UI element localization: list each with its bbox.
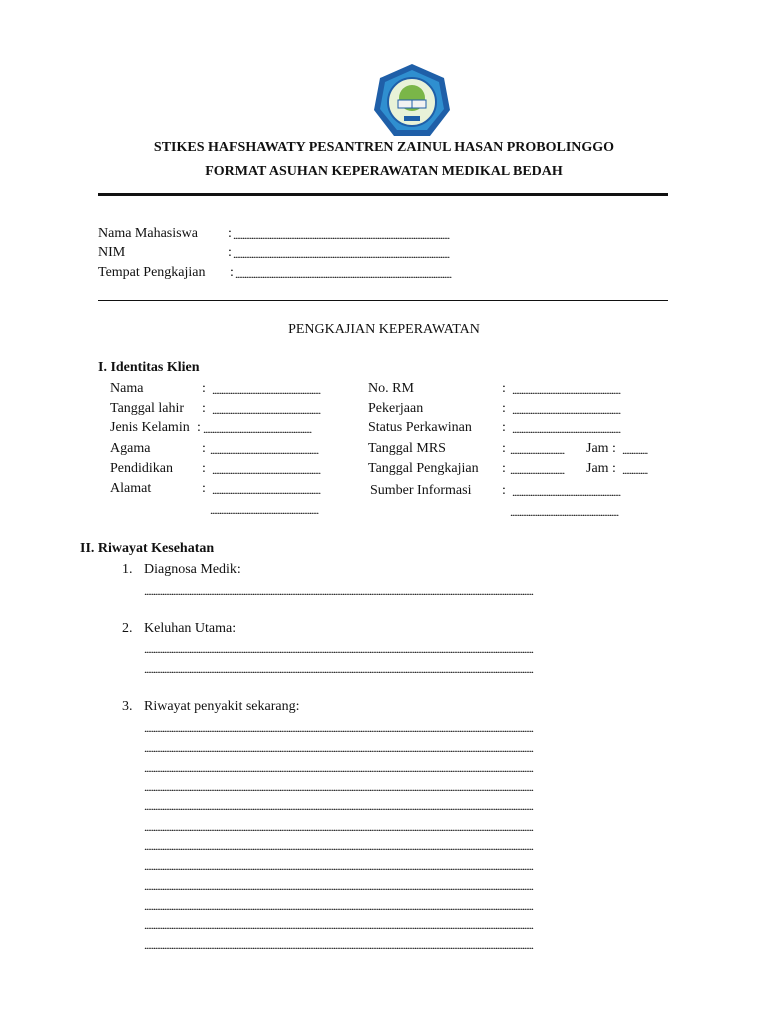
colon: : [202,381,206,396]
colon: : [228,245,232,260]
header-divider [98,193,668,196]
keluhan-utama-label: Keluhan Utama: [144,621,237,636]
riwayat-penyakit-field-line5[interactable]: ........................................................................................................................................................................................................................ [144,799,533,813]
diagnosa-medik-label: Diagnosa Medik: [144,562,241,577]
tanggal-mrs-field[interactable]: .............................. [510,443,565,457]
field-label-sumber-informasi: Sumber Informasi [370,483,472,498]
field-label-status-perkawinan: Status Perkawinan [368,420,472,435]
alamat-field[interactable]: ............................................................ [212,483,321,497]
riwayat-penyakit-label: Riwayat penyakit sekarang: [144,699,300,714]
keluhan-utama-field-line2[interactable]: ........................................................................................................................................................................................................................ [144,662,533,676]
agama-field[interactable]: ............................................................ [210,443,319,457]
jenis-kelamin-field[interactable]: ............................................................ [203,422,312,436]
field-label-agama: Agama [110,441,151,456]
colon: : [202,441,206,456]
nama-field[interactable]: ............................................................ [212,383,321,397]
colon: : [202,461,206,476]
riwayat-penyakit-field-line6[interactable]: ........................................................................................................................................................................................................................ [144,820,533,834]
status-perkawinan-field[interactable]: ............................................................ [512,422,621,436]
jam-label: Jam : [586,461,616,476]
form-title: FORMAT ASUHAN KEPERAWATAN MEDIKAL BEDAH [205,164,563,179]
keluhan-utama-field-line1[interactable]: ........................................................................................................................................................................................................................ [144,642,533,656]
institution-logo-icon [372,62,452,140]
field-label-pekerjaan: Pekerjaan [368,401,424,416]
riwayat-penyakit-field-line3[interactable]: ........................................................................................................................................................................................................................ [144,761,533,775]
sumber-informasi-field-line2[interactable]: ............................................................ [510,505,619,519]
colon: : [502,381,506,396]
section-title: PENGKAJIAN KEPERAWATAN [288,322,480,337]
assessment-place-field[interactable]: ........................................................................................................................ [235,267,452,281]
riwayat-penyakit-field-line2[interactable]: ........................................................................................................................................................................................................................ [144,741,533,755]
section-divider [98,300,668,301]
nim-field[interactable]: ........................................................................................................................ [233,247,450,261]
institution-name: STIKES HAFSHAWATY PESANTREN ZAINUL HASAN PROBOLINGGO [153,140,615,155]
colon: : [230,265,234,280]
riwayat-penyakit-field-line4[interactable]: ........................................................................................................................................................................................................................ [144,780,533,794]
riwayat-penyakit-field-line10[interactable]: ........................................................................................................................................................................................................................ [144,899,533,913]
assessment-place-label: Tempat Pengkajian [98,265,206,280]
jam-mrs-field[interactable]: .............. [622,443,648,457]
colon: : [502,420,506,435]
riwayat-penyakit-field-line7[interactable]: ........................................................................................................................................................................................................................ [144,839,533,853]
field-label-nama: Nama [110,381,144,396]
field-label-tanggal-mrs: Tanggal MRS [368,441,446,456]
jam-pengkajian-field[interactable]: .............. [622,463,648,477]
field-label-tanggal-lahir: Tanggal lahir [110,401,185,416]
tanggal-lahir-field[interactable]: ............................................................ [212,403,321,417]
diagnosa-medik-field[interactable]: ........................................................................................................................................................................................................................ [144,584,533,598]
colon: : [202,401,206,416]
colon: : [502,461,506,476]
riwayat-penyakit-field-line8[interactable]: ........................................................................................................................................................................................................................ [144,859,533,873]
riwayat-penyakit-field-line1[interactable]: ........................................................................................................................................................................................................................ [144,721,533,735]
pendidikan-field[interactable]: ............................................................ [212,463,321,477]
no-rm-field[interactable]: ............................................................ [512,383,621,397]
jam-label: Jam : [586,441,616,456]
list-number: 3. [122,699,133,714]
pekerjaan-field[interactable]: ............................................................ [512,403,621,417]
tanggal-pengkajian-field[interactable]: .............................. [510,463,565,477]
colon: : [228,226,232,241]
nim-label: NIM [98,245,126,260]
colon: : [197,420,201,435]
colon: : [502,483,506,498]
list-number: 2. [122,621,133,636]
riwayat-penyakit-field-line11[interactable]: ........................................................................................................................................................................................................................ [144,918,533,932]
field-label-alamat: Alamat [110,481,152,496]
health-history-heading: II. Riwayat Kesehatan [80,541,215,556]
list-number: 1. [122,562,133,577]
sumber-informasi-field[interactable]: ............................................................ [512,485,621,499]
student-name-field[interactable]: ........................................................................................................................ [233,228,450,242]
colon: : [202,481,206,496]
field-label-jenis-kelamin: Jenis Kelamin [110,420,190,435]
field-label-tanggal-pengkajian: Tanggal Pengkajian [368,461,479,476]
student-name-label: Nama Mahasiswa [98,226,198,241]
riwayat-penyakit-field-line12[interactable]: ........................................................................................................................................................................................................................ [144,938,533,952]
field-label-pendidikan: Pendidikan [110,461,173,476]
colon: : [502,401,506,416]
client-identity-heading: I. Identitas Klien [98,360,200,375]
colon: : [502,441,506,456]
field-label-no-rm: No. RM [368,381,414,396]
riwayat-penyakit-field-line9[interactable]: ........................................................................................................................................................................................................................ [144,879,533,893]
alamat-field-line2[interactable]: ............................................................ [210,503,319,517]
